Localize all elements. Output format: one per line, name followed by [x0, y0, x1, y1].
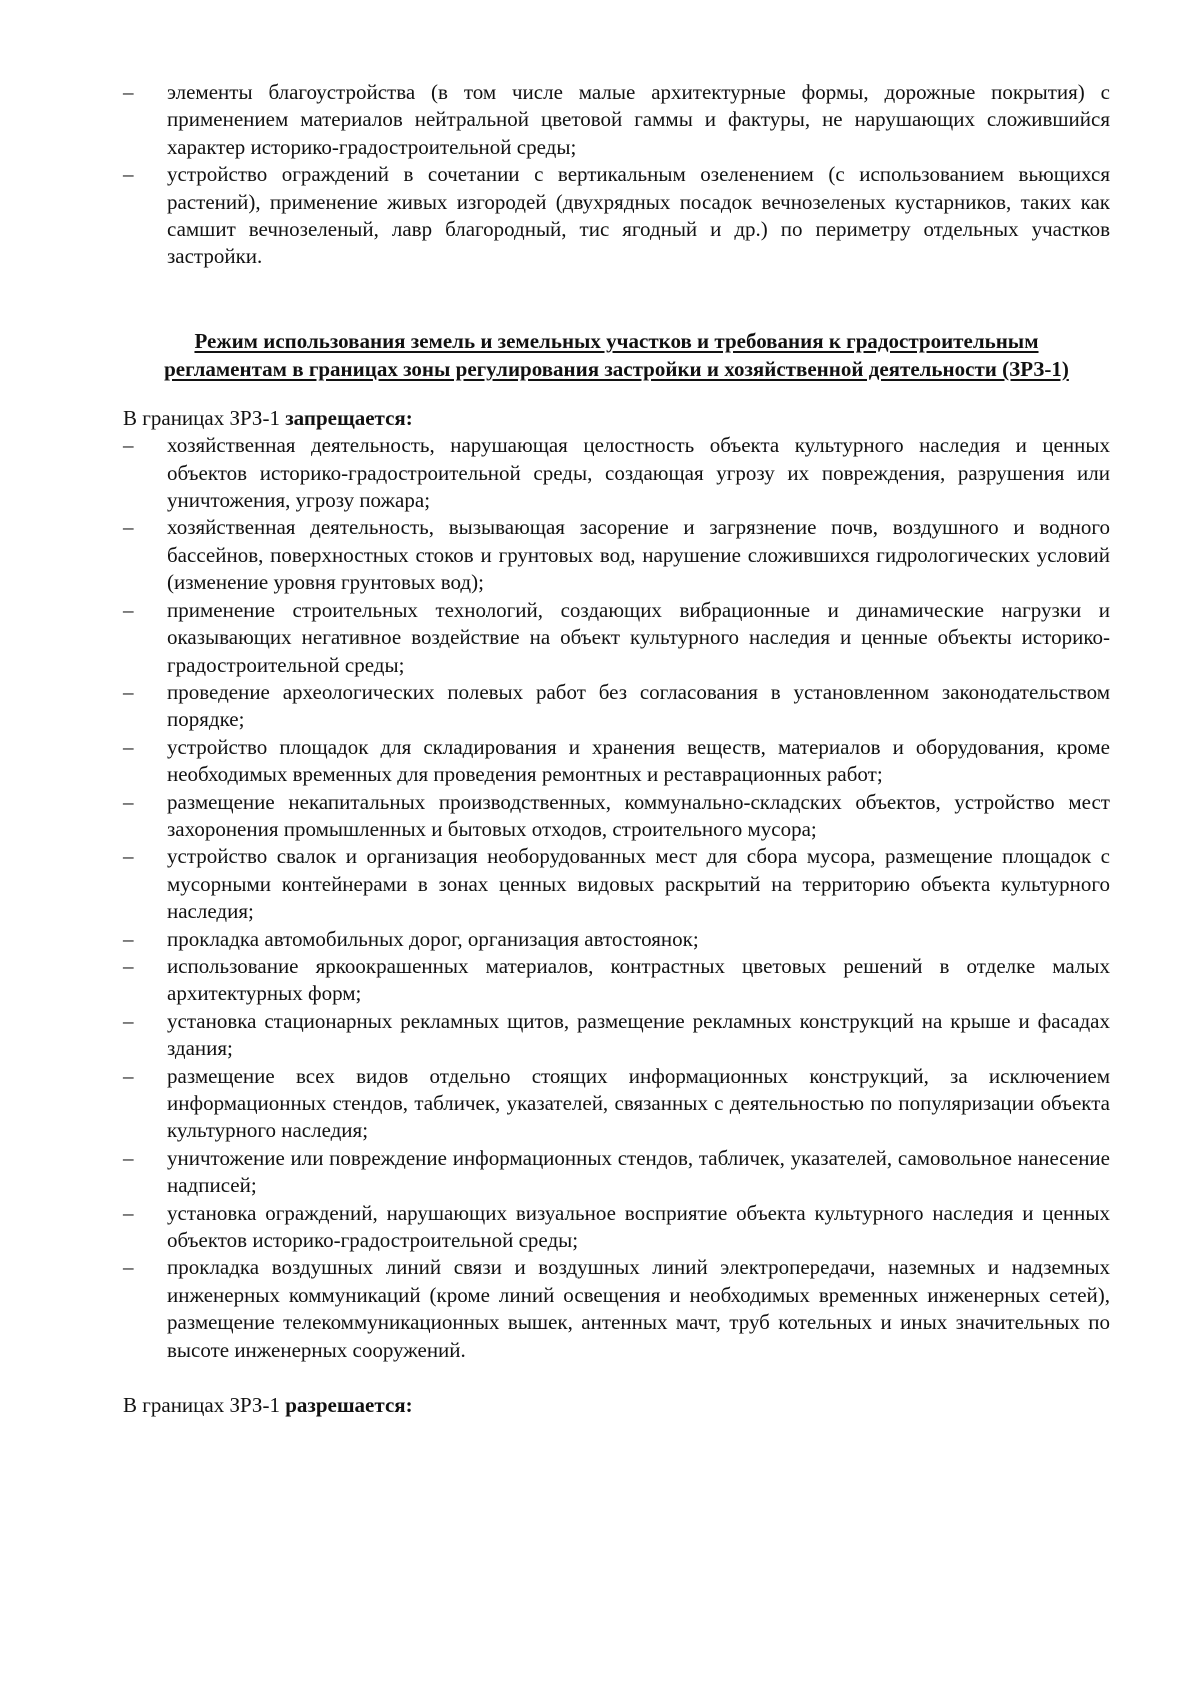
dash-bullet-icon: –: [123, 953, 134, 978]
dash-bullet-icon: –: [123, 926, 134, 951]
prohibited-list-item: [123, 1145, 1110, 1200]
prohibited-list-item: [123, 597, 1110, 679]
prohibited-list-item: [123, 1200, 1110, 1255]
list-item-text: прокладка автомобильных дорог, организация автостоянок;: [167, 926, 699, 951]
list-item-text: проведение археологических полевых работ без согласования в установленном законодательством порядке;: [167, 679, 1110, 732]
prohibited-list-item: [123, 1063, 1110, 1145]
dash-bullet-icon: –: [123, 1063, 134, 1088]
dash-bullet-icon: –: [123, 433, 134, 458]
dash-bullet-icon: –: [123, 597, 134, 622]
prohibited-list-item: [123, 953, 1110, 1008]
dash-bullet-icon: –: [123, 789, 134, 814]
prohibited-list: [123, 432, 1110, 1364]
list-item-text: применение строительных технологий, создающих вибрационные и динамические нагрузки и оказывающих негативное воздействие на объект культурного наследия и ценные объекты историко-градостроительной среды;: [167, 597, 1110, 677]
permitted-intro: [123, 1392, 1110, 1419]
prohibited-list-item: [123, 432, 1110, 514]
section-title: Режим использования земель и земельных участков и требования к градостроительным регламентам в границах зоны регулирования застройки и хозяйственной деятельности (ЗРЗ-1): [164, 328, 1069, 381]
permitted-prefix: В границах ЗРЗ-1: [123, 1393, 286, 1418]
list-item-text: устройство свалок и организация необорудованных мест для сбора мусора, размещение площадок с мусорными контейнерами в зонах ценных видовых раскрытий на территорию объекта культурного наследия;: [167, 844, 1110, 924]
prohibited-list-item: [123, 1254, 1110, 1364]
list-item-text: устройство ограждений в сочетании с вертикальным озеленением (с использованием вьющихся растений), применение живых изгородей (двухрядных посадок вечнозеленых кустарников, таких как самшит вечнозеленый, лавр благородный, тис ягодный и др.) по периметру отдельных участков застройки.: [167, 162, 1110, 269]
dash-bullet-icon: –: [123, 162, 134, 187]
list-item-text: установка стационарных рекламных щитов, размещение рекламных конструкций на крыше и фасадах здания;: [167, 1008, 1110, 1061]
prohibited-prefix: В границах ЗРЗ-1: [123, 405, 286, 430]
dash-bullet-icon: –: [123, 1008, 134, 1033]
dash-bullet-icon: –: [123, 679, 134, 704]
prohibited-list-item: [123, 514, 1110, 596]
list-item-text: хозяйственная деятельность, нарушающая целостность объекта культурного наследия и ценных объектов историко-градостроительной среды, создающая угрозу их повреждения, разрушения или уничтожения, угрозу пожара;: [167, 433, 1110, 513]
dash-bullet-icon: –: [123, 1255, 134, 1280]
list-item-text: уничтожение или повреждение информационных стендов, табличек, указателей, самовольное нанесение надписей;: [167, 1145, 1110, 1198]
prohibited-list-item: [123, 734, 1110, 789]
prohibited-list-item: [123, 679, 1110, 734]
dash-bullet-icon: –: [123, 1145, 134, 1170]
dash-bullet-icon: –: [123, 734, 134, 759]
top-list-item: [123, 161, 1110, 271]
top-list: [123, 79, 1110, 271]
dash-bullet-icon: –: [123, 80, 134, 104]
prohibited-list-item: [123, 843, 1110, 925]
prohibited-intro: [123, 405, 1110, 432]
list-item-text: прокладка воздушных линий связи и воздушных линий электропередачи, наземных и надземных инженерных коммуникаций (кроме линий освещения и необходимых временных инженерных сетей), размещение телекоммуникационных вышек, антенных мачт, труб котельных и иных значительных по высоте инженерных сооружений.: [167, 1255, 1110, 1362]
prohibited-list-item: [123, 789, 1110, 844]
prohibited-list-item: [123, 926, 1110, 953]
list-item-text: размещение некапитальных производственных, коммунально-складских объектов, устройство мест захоронения промышленных и бытовых отходов, строительного мусора;: [167, 789, 1110, 841]
prohibited-keyword: запрещается:: [285, 405, 413, 430]
document-body: [123, 79, 1110, 1419]
dash-bullet-icon: –: [123, 515, 134, 540]
list-item-text: хозяйственная деятельность, вызывающая засорение и загрязнение почв, воздушного и водного бассейнов, поверхностных стоков и грунтовых вод, нарушение сложившихся гидрологических условий (изменение уровня грунтовых вод);: [167, 515, 1110, 595]
list-item-text: использование яркоокрашенных материалов, контрастных цветовых решений в отделке малых архитектурных форм;: [167, 953, 1110, 1006]
prohibited-list-item: [123, 1008, 1110, 1063]
list-item-text: установка ограждений, нарушающих визуальное восприятие объекта культурного наследия и ценных объектов историко-градостроительной среды;: [167, 1200, 1110, 1253]
list-item-text: устройство площадок для складирования и хранения веществ, материалов и оборудования, кроме необходимых временных для проведения ремонтных и реставрационных работ;: [167, 734, 1110, 787]
list-item-text: элементы благоустройства (в том числе малые архитектурные формы, дорожные покрытия) с применением материалов нейтральной цветовой гаммы и фактуры, не нарушающих сложившийся характер историко-градостроительной среды;: [167, 80, 1110, 159]
dash-bullet-icon: –: [123, 844, 134, 869]
dash-bullet-icon: –: [123, 1200, 134, 1225]
top-list-item: [123, 79, 1110, 161]
list-item-text: размещение всех видов отдельно стоящих информационных конструкций, за исключением информационных стендов, табличек, указателей, связанных с деятельностью по популяризации объекта культурного наследия;: [167, 1063, 1110, 1143]
permitted-keyword: разрешается:: [285, 1393, 413, 1418]
